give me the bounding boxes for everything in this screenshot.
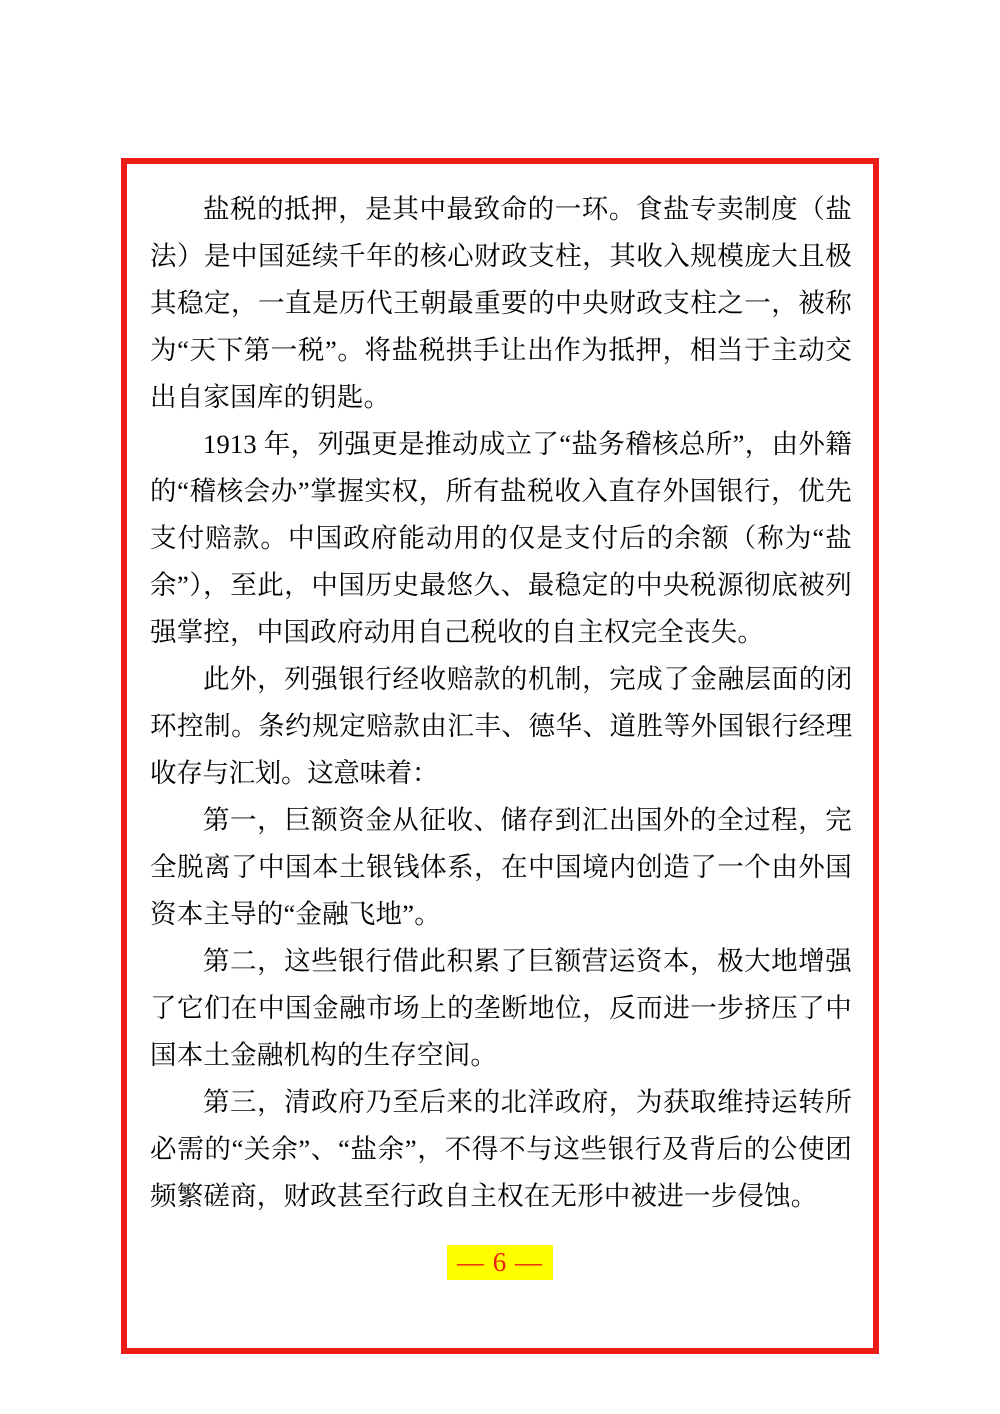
paragraph-2: 1913 年，列强更是推动成立了“盐务稽核总所”，由外籍的“稽核会办”掌握实权，所有盐税收入直存外国银行，优先支付赔款。中国政府能动用的仅是支付后的余额（称为“盐余”），至此，中国历史最悠久、最稳定的中央税源彻底被列强掌控，中国政府动用自己税收的自主权完全丧失。: [150, 429, 852, 647]
paragraph-5: 第二，这些银行借此积累了巨额营运资本，极大地增强了它们在中国金融市场上的垄断地位，反而进一步挤压了中国本土金融机构的生存空间。: [150, 946, 852, 1070]
page-content: [136, 178, 866, 1278]
paragraph-6: 第三，清政府乃至后来的北洋政府，为获取维持运转所必需的“关余”、“盐余”，不得不与这些银行及背后的公使团频繁磋商，财政甚至行政自主权在无形中被进一步侵蚀。: [150, 1087, 852, 1211]
paragraph-4: 第一，巨额资金从征收、储存到汇出国外的全过程，完全脱离了中国本土银钱体系，在中国境内创造了一个由外国资本主导的“金融飞地”。: [150, 805, 852, 929]
paragraph-1: 盐税的抵押，是其中最致命的一环。食盐专卖制度（盐法）是中国延续千年的核心财政支柱，其收入规模庞大且极其稳定，一直是历代王朝最重要的中央财政支柱之一，被称为“天下第一税”。将盐税拱手让出作为抵押，相当于主动交出自家国库的钥匙。: [150, 194, 852, 412]
paragraph-3: 此外，列强银行经收赔款的机制，完成了金融层面的闭环控制。条约规定赔款由汇丰、德华、道胜等外国银行经理收存与汇划。这意味着：: [150, 664, 852, 788]
page-number: — 6 —: [447, 1245, 553, 1280]
page-footer: [0, 1245, 1000, 1280]
